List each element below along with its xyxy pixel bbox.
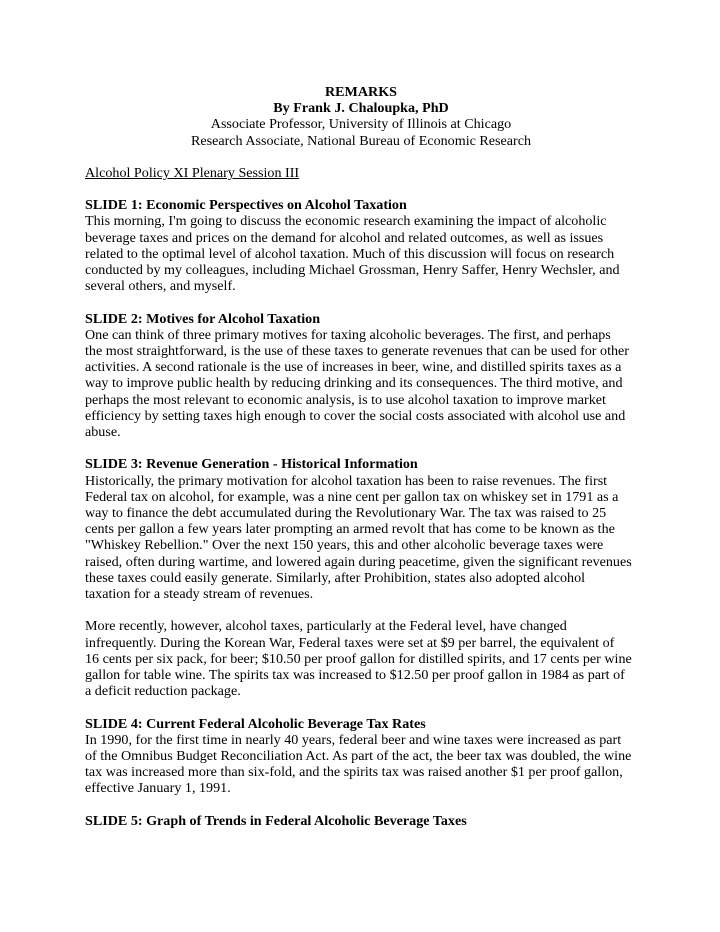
text-line: tax was increased more than six-fold, and the spirits tax was raised another $1 per proof gallon,: [85, 764, 623, 781]
text-line: the most straightforward, is the use of these taxes to generate revenues that can be used for other: [85, 343, 629, 360]
text-line: infrequently. During the Korean War, Federal taxes were set at $9 per barrel, the equivalent of: [85, 634, 615, 651]
text-line: activities. A second rationale is the use of increases in beer, wine, and distilled spirits taxes as a: [85, 359, 622, 376]
slide-3-paragraph-2: [85, 618, 637, 699]
author-affiliation-2: Research Associate, National Bureau of Economic Research: [190, 132, 532, 149]
text-line: several others, and myself.: [85, 278, 236, 295]
text-line: efficiency by setting taxes high enough to cover the social costs associated with alcohol use and: [85, 407, 626, 424]
text-line: cents per gallon a few years later prompting an armed revolt that has come to be known as the: [85, 521, 615, 538]
text-line: of the Omnibus Budget Reconciliation Act. As part of the act, the beer tax was doubled, the wine: [85, 748, 632, 765]
session-title: Alcohol Policy XI Plenary Session III: [85, 164, 300, 181]
author-affiliation-1: Associate Professor, University of Illinois at Chicago: [210, 116, 512, 133]
text-line: raised, often during wartime, and lowered again during peacetime, given the significant revenues: [85, 553, 632, 570]
text-line: Federal tax on alcohol, for example, was a nine cent per gallon tax on whiskey set in 1791 as a: [85, 488, 619, 505]
slide-2-paragraph: [85, 327, 637, 440]
slide-2-section: [85, 311, 637, 441]
text-line: This morning, I'm going to discuss the economic research examining the impact of alcoholic: [85, 213, 607, 230]
text-line: way to finance the debt accumulated during the Revolutionary War. The tax was raised to 25: [85, 505, 607, 522]
text-line: way to improve public health by reducing drinking and its consequences. The third motive, and: [85, 375, 623, 392]
slide-4-section: [85, 716, 637, 797]
text-line: taxation for a steady stream of revenues.: [85, 586, 314, 603]
slide-1-section: [85, 197, 637, 294]
text-line: conducted by my colleagues, including Michael Grossman, Henry Saffer, Henry Wechsler, and: [85, 262, 620, 279]
slide-3-paragraph-1: [85, 473, 637, 603]
text-line: related to the optimal level of alcohol taxation. Much of this discussion will focus on research: [85, 245, 615, 262]
author-byline: By Frank J. Chaloupka, PhD: [273, 100, 449, 117]
text-line: abuse.: [85, 424, 121, 441]
slide-3-section: [85, 456, 637, 699]
text-line: One can think of three primary motives for taxing alcoholic beverages. The first, and perhaps: [85, 326, 611, 343]
text-line: effective January 1, 1991.: [85, 780, 231, 797]
text-line: these taxes could easily generate. Similarly, after Prohibition, states also adopted alcohol: [85, 569, 586, 586]
text-line: "Whiskey Rebellion." Over the next 150 years, this and other alcoholic beverage taxes were: [85, 537, 604, 554]
text-line: More recently, however, alcohol taxes, particularly at the Federal level, have changed: [85, 618, 567, 635]
document-page: [85, 84, 637, 829]
text-line: perhaps the most relevant to economic analysis, is to use alcohol taxation to improve market: [85, 391, 606, 408]
text-line: In 1990, for the first time in nearly 40 years, federal beer and wine taxes were increased as part: [85, 731, 622, 748]
slide-1-title: SLIDE 1: Economic Perspectives on Alcohol Taxation: [85, 197, 407, 214]
text-line: beverage taxes and prices on the demand for alcohol and related outcomes, as well as issues: [85, 229, 604, 246]
text-line: gallon for table wine. The spirits tax was increased to $12.50 per proof gallon in 1984 as part of: [85, 667, 625, 684]
slide-4-title: SLIDE 4: Current Federal Alcoholic Beverage Tax Rates: [85, 715, 426, 732]
text-line: 16 cents per six pack, for beer; $10.50 per proof gallon for distilled spirits, and 17 cents per wine: [85, 650, 632, 667]
text-line: Historically, the primary motivation for alcohol taxation has been to raise revenues. The first: [85, 472, 608, 489]
document-title: REMARKS: [324, 84, 398, 100]
document-header: [85, 84, 637, 149]
text-line: a deficit reduction package.: [85, 683, 241, 700]
slide-5-section: [85, 813, 637, 829]
slide-1-paragraph: [85, 213, 637, 294]
paragraph-gap: [85, 602, 637, 618]
slide-5-title: SLIDE 5: Graph of Trends in Federal Alcoholic Beverage Taxes: [85, 812, 467, 829]
slide-3-title: SLIDE 3: Revenue Generation - Historical Information: [85, 456, 418, 473]
slide-2-title: SLIDE 2: Motives for Alcohol Taxation: [85, 310, 321, 327]
slide-4-paragraph: [85, 732, 637, 797]
